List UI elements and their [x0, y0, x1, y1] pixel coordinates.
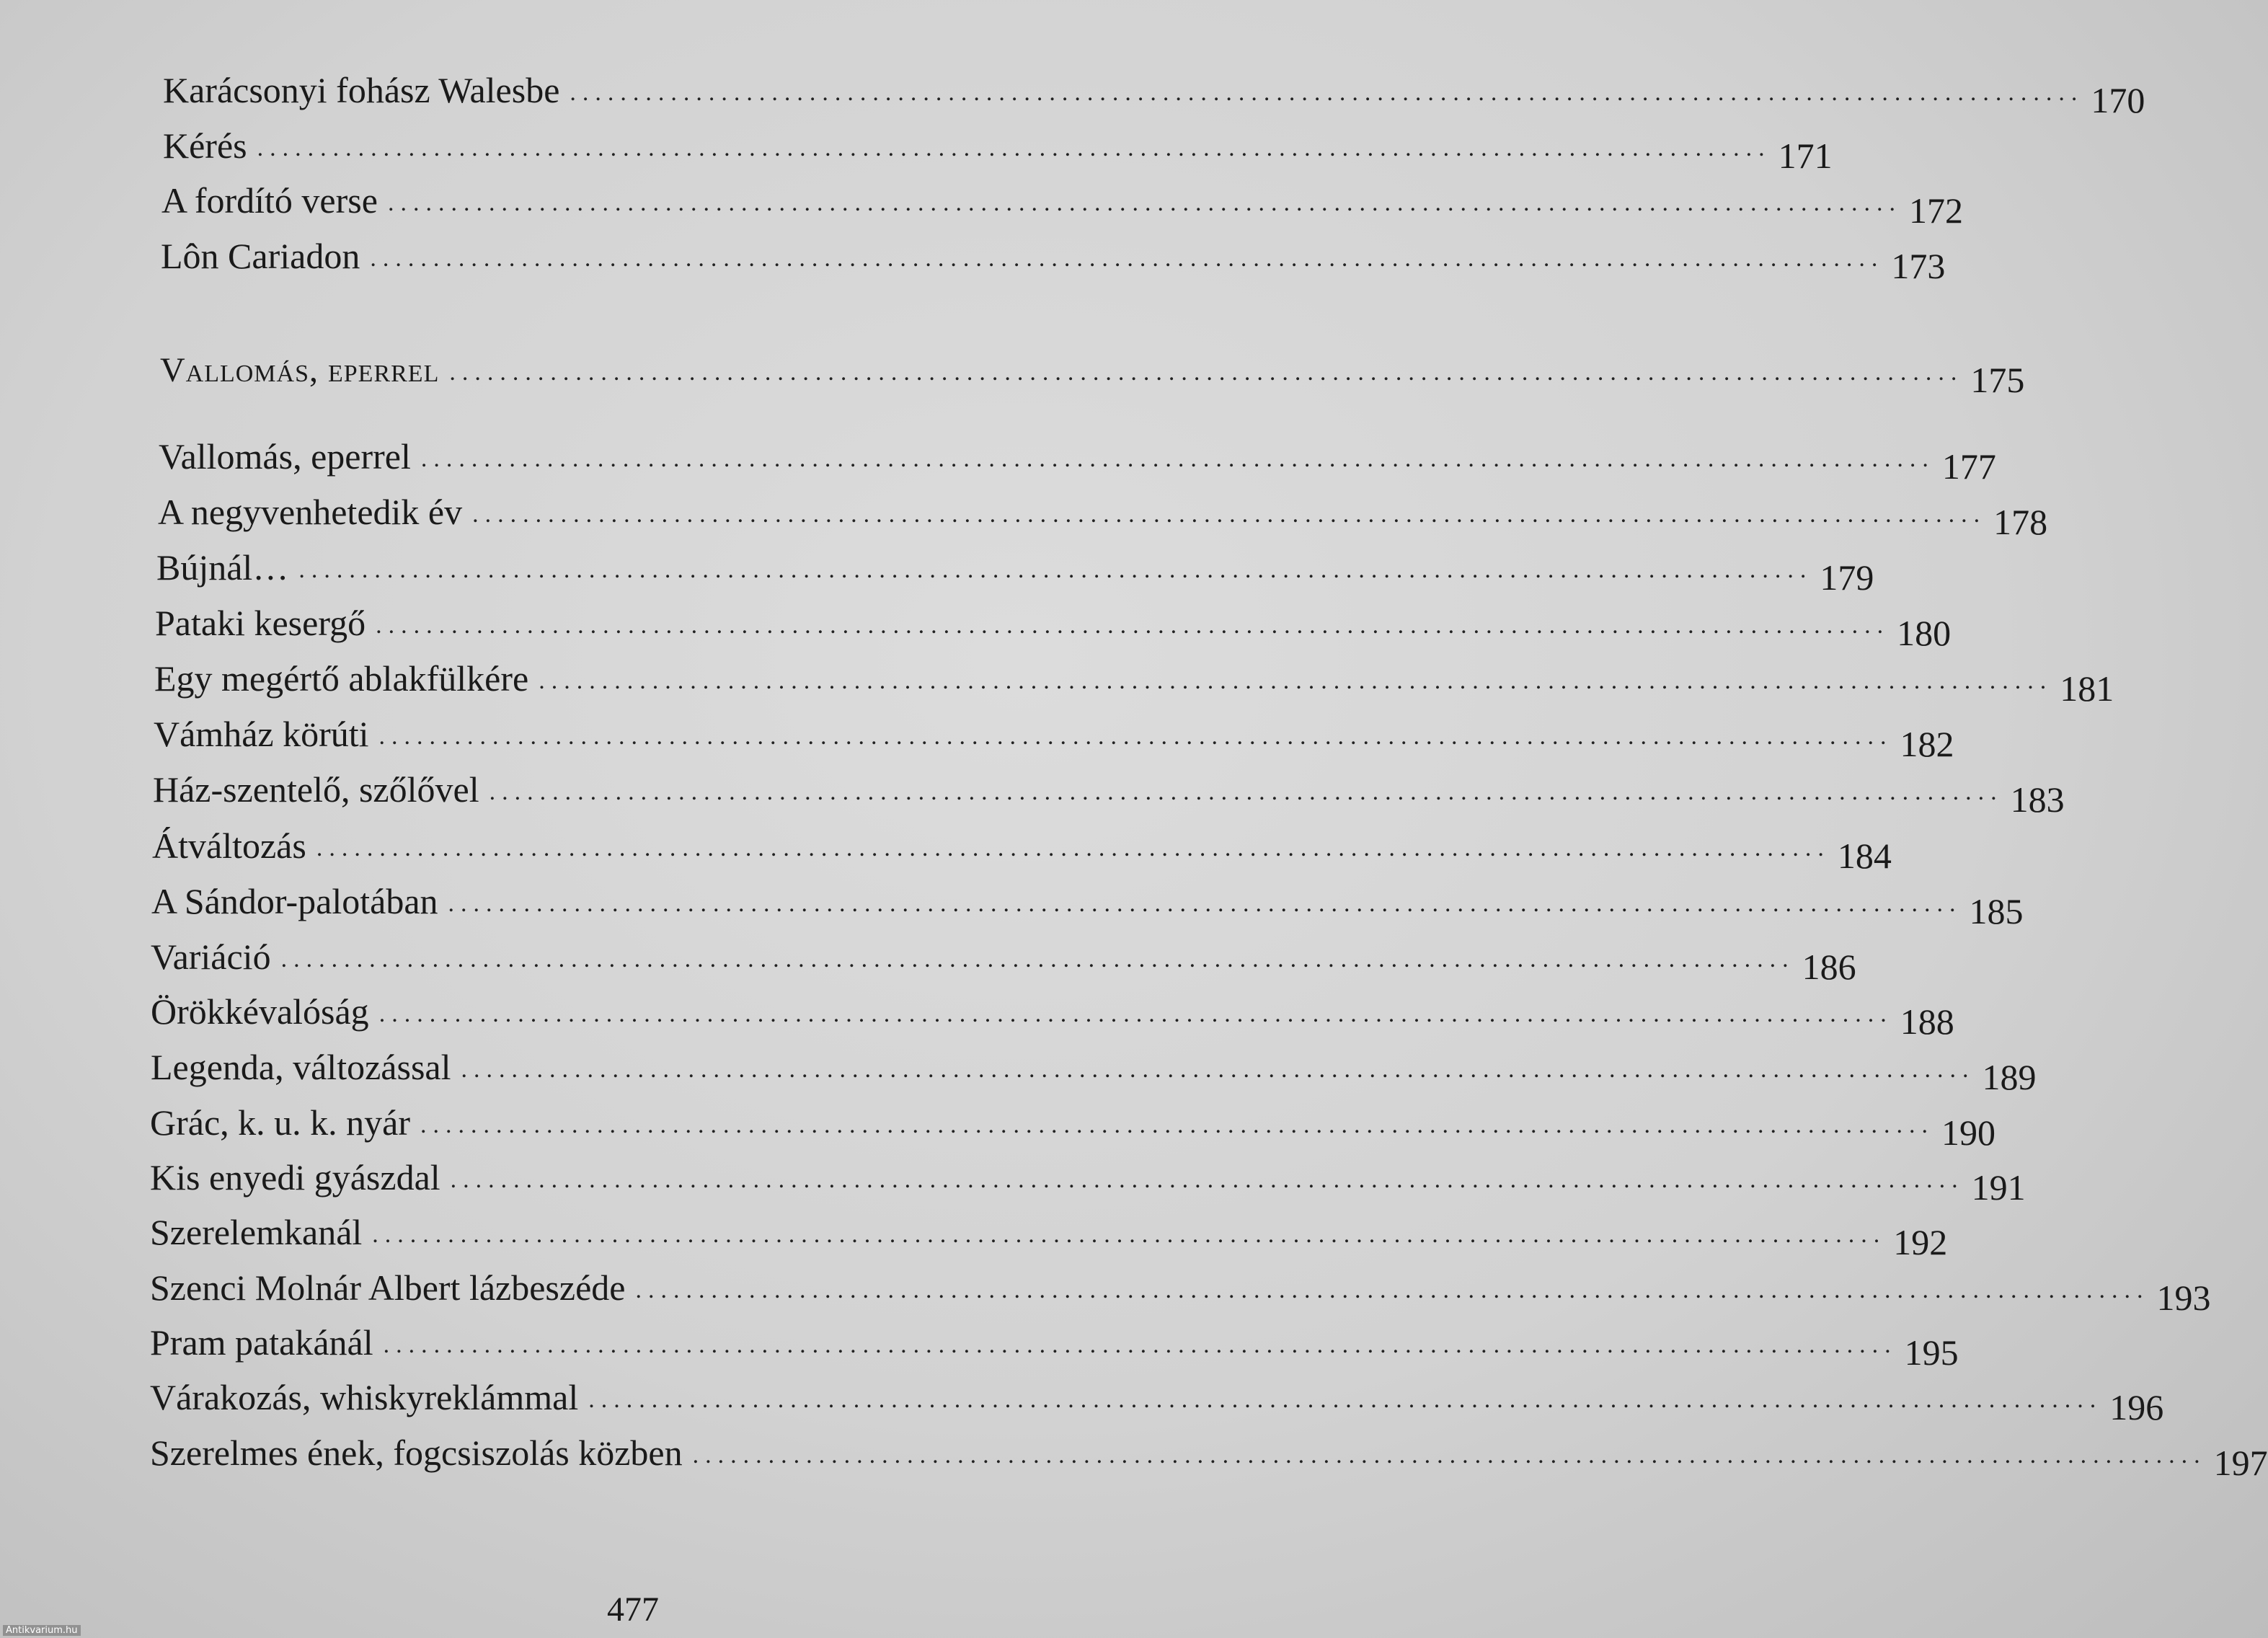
toc-page-number: 186 — [1802, 947, 1856, 987]
toc-page-number: 188 — [1900, 1001, 1954, 1042]
toc-entry-row — [150, 1090, 1995, 1153]
toc-page-number: 185 — [1969, 891, 2024, 931]
toc-dot-leader: ........................................................................................................................ — [280, 946, 1795, 973]
toc-entry-row — [154, 701, 1954, 764]
toc-entry-row — [155, 590, 1952, 653]
toc-page-number: 191 — [1971, 1167, 2026, 1208]
toc-entry-row — [156, 535, 1874, 598]
toc-entry-title: Lôn Cariadon — [161, 236, 360, 276]
toc-entry-title: Variáció — [151, 937, 271, 977]
toc-page-number: 182 — [1900, 724, 1954, 764]
toc-page-number: 179 — [1820, 557, 1874, 598]
toc-dot-leader: ........................................................................................................................ — [635, 1277, 2150, 1303]
toc-page-number: 197 — [2213, 1443, 2268, 1483]
toc-dot-leader: ........................................................................................................................ — [378, 723, 1893, 750]
toc-entry-title: Vallomás, eperrel — [159, 436, 411, 477]
toc-entry-row — [150, 1145, 2026, 1208]
toc-dot-leader: ........................................................................................................................ — [387, 190, 1902, 216]
toc-section-row — [160, 337, 2025, 400]
toc-entry-row — [151, 979, 1954, 1042]
toc-entry-title: Vámház körúti — [154, 714, 369, 754]
toc-page-number: 193 — [2156, 1278, 2211, 1318]
toc-page-number: 190 — [1941, 1112, 1995, 1153]
toc-entry-row — [163, 113, 1833, 176]
toc-page-number: 180 — [1897, 613, 1952, 653]
toc-dot-leader: ........................................................................................................................ — [449, 359, 1964, 386]
toc-entry-title: Szenci Molnár Albert lázbeszéde — [150, 1267, 626, 1308]
toc-page-number: 172 — [1908, 190, 1963, 231]
toc-dot-leader: ........................................................................................................................ — [257, 135, 1771, 161]
toc-dot-leader: ........................................................................................................................ — [489, 779, 2003, 805]
toc-page-number: 189 — [1982, 1057, 2037, 1097]
toc-entry-row — [150, 1365, 2164, 1427]
toc-entry-row — [154, 646, 2114, 709]
toc-dot-leader: ........................................................................................................................ — [692, 1442, 2207, 1469]
toc-dot-leader: ........................................................................................................................ — [370, 245, 1884, 272]
toc-entry-row — [151, 869, 2024, 931]
toc-page-number: 195 — [1904, 1332, 1959, 1373]
toc-page-number: 170 — [2091, 80, 2145, 120]
toc-page-number: 192 — [1893, 1222, 1948, 1262]
toc-entry-title: Szerelemkanál — [150, 1212, 363, 1252]
toc-dot-leader: ........................................................................................................................ — [420, 1112, 1934, 1138]
toc-dot-leader: ........................................................................................................................ — [461, 1056, 1975, 1083]
toc-entry-title: Kérés — [163, 125, 247, 166]
toc-entry-row — [159, 424, 1996, 487]
toc-entry-row — [161, 223, 1946, 286]
toc-entry-title: Grác, k. u. k. nyár — [150, 1102, 410, 1143]
toc-section-title: Vallomás, eperrel — [160, 351, 440, 389]
toc-dot-leader: ........................................................................................................................ — [376, 612, 1890, 639]
toc-entry-title: Legenda, változással — [151, 1047, 451, 1087]
toc-entry-title: Örökkévalóság — [151, 991, 369, 1032]
toc-dot-leader: ........................................................................................................................ — [450, 1166, 1964, 1193]
toc-page-number: 177 — [1941, 446, 1996, 487]
toc-dot-leader: ........................................................................................................................ — [298, 557, 1813, 583]
toc-dot-leader: ........................................................................................................................ — [378, 1001, 1893, 1027]
toc-entry-title: Egy megértő ablakfülkére — [154, 658, 529, 699]
toc-page-number: 183 — [2010, 779, 2065, 820]
toc-page-number: 184 — [1837, 836, 1892, 876]
toc-entry-row — [150, 1310, 1959, 1373]
toc-entry-title: Várakozás, whiskyreklámmal — [150, 1377, 579, 1417]
toc-entry-row — [153, 757, 2065, 820]
toc-entry-title: Ház-szentelő, szőlővel — [153, 769, 479, 810]
toc-page-number: 175 — [1970, 360, 2025, 400]
toc-dot-leader: ........................................................................................................................ — [472, 501, 1987, 528]
toc-dot-leader: ........................................................................................................................ — [383, 1332, 1897, 1358]
toc-entry-row — [161, 168, 1963, 231]
toc-page-number: 178 — [1993, 502, 2048, 542]
toc-entry-row — [150, 1255, 2211, 1318]
toc-entry-title: A negyvenhetedik év — [158, 492, 463, 532]
toc-page-number: 196 — [2109, 1387, 2164, 1427]
toc-dot-leader: ........................................................................................................................ — [588, 1386, 2103, 1413]
toc-entry-title: Kis enyedi gyászdal — [150, 1157, 440, 1197]
toc-entry-row — [150, 1420, 2268, 1483]
toc-entry-row — [151, 1035, 2037, 1097]
toc-entry-title: Szerelmes ének, fogcsiszolás közben — [150, 1433, 683, 1473]
toc-entry-title: A Sándor-palotában — [151, 881, 438, 921]
toc-dot-leader: ........................................................................................................................ — [570, 79, 2084, 106]
toc-page-number: 171 — [1778, 136, 1833, 176]
toc-dot-leader: ........................................................................................................................ — [420, 446, 1935, 472]
toc-dot-leader: ........................................................................................................................ — [539, 668, 2053, 694]
watermark: Antikvarium.hu — [3, 1625, 81, 1636]
toc-entry-title: A fordító verse — [161, 180, 378, 221]
toc-entry-row — [158, 479, 2048, 542]
toc-entry-title: Pram patakánál — [150, 1322, 373, 1363]
toc-entry-title: Átváltozás — [152, 825, 306, 866]
toc-dot-leader: ........................................................................................................................ — [372, 1221, 1887, 1248]
toc-entry-row — [163, 58, 2145, 120]
toc-page-number: 173 — [1891, 246, 1946, 286]
toc-page-number: 181 — [2060, 668, 2114, 709]
toc-entry-row — [152, 813, 1892, 876]
toc-entry-title: Bújnál… — [156, 547, 289, 588]
toc-entry-title: Pataki kesergő — [155, 603, 366, 643]
page-number: 477 — [607, 1590, 659, 1629]
toc-entry-title: Karácsonyi fohász Walesbe — [163, 70, 560, 110]
toc-dot-leader: ........................................................................................................................ — [316, 835, 1830, 862]
toc-entry-row — [150, 1200, 1948, 1262]
toc-dot-leader: ........................................................................................................................ — [448, 890, 1962, 917]
toc-entry-row — [151, 924, 1856, 987]
